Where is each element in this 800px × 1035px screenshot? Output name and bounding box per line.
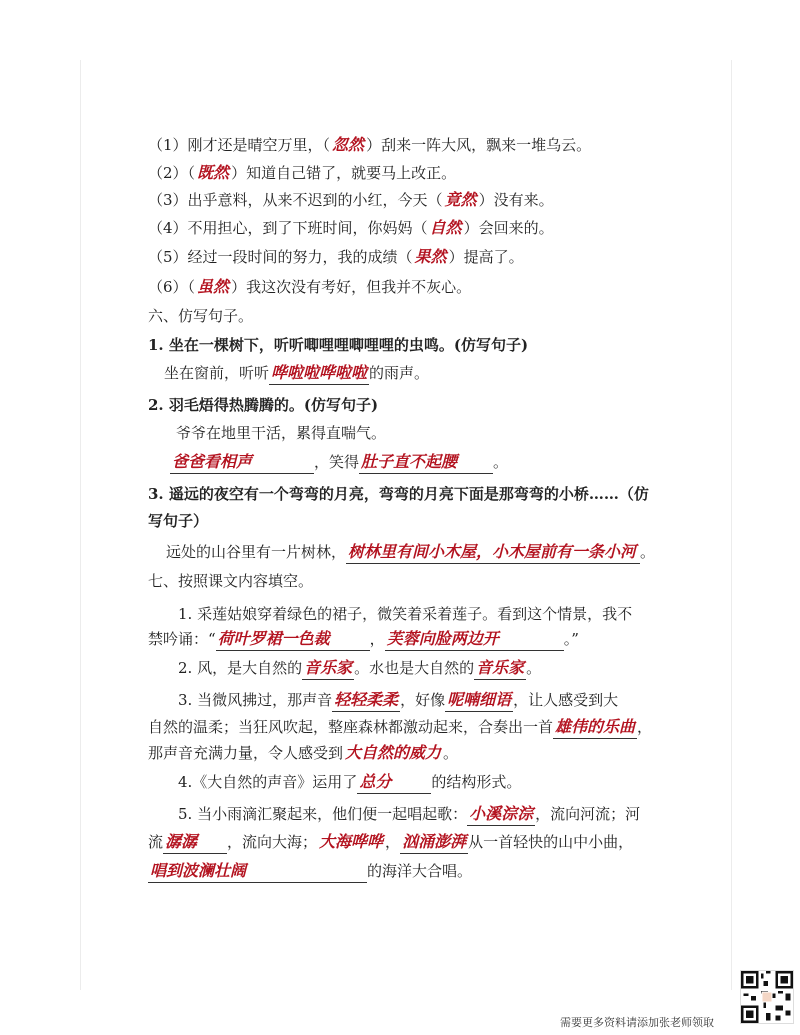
s7-q5-line-3: 唱到波澜壮阔 的海洋大合唱。 bbox=[148, 860, 472, 883]
s7-q2-answer-2: 音乐家 bbox=[474, 657, 526, 680]
s6-q1-answer-line: 坐在窗前，听听 哗啦啦哗啦啦 的雨声。 bbox=[164, 362, 429, 385]
s6-q3-prompt-2: 写句子） bbox=[148, 512, 209, 530]
s7-q3-answer-4: 大自然的威力 bbox=[345, 743, 442, 762]
s6-q3-prompt-1: 3. 遥远的夜空有一个弯弯的月亮，弯弯的月亮下面是那弯弯的小桥……（仿 bbox=[148, 485, 649, 503]
s7-q1-line-2: 禁吟诵：“ 荷叶罗裙一色裁 ， 芙蓉向脸两边开 。” bbox=[148, 628, 579, 651]
q5-line-6: （6）（ 虽然 ）我这次没有考好，但我并不灰心。 bbox=[148, 277, 472, 296]
s7-q1-answer-1: 荷叶罗裙一色裁 bbox=[216, 628, 370, 651]
q5-line-1: （1）刚才还是晴空万里，（ 忽然 ）刮来一阵大风，飘来一堆乌云。 bbox=[148, 135, 592, 154]
answer-6: 虽然 bbox=[197, 277, 230, 296]
s6-q3-answer: 树林里有间小木屋，小木屋前有一条小河 bbox=[346, 541, 640, 564]
s6-q3-answer-line: 远处的山谷里有一片树林， 树林里有间小木屋，小木屋前有一条小河 。 bbox=[166, 541, 655, 564]
s7-q2-answer-1: 音乐家 bbox=[302, 657, 354, 680]
s7-q2-line: 2. 风，是大自然的 音乐家 。水也是大自然的 音乐家 。 bbox=[178, 657, 541, 680]
answer-3: 竟然 bbox=[444, 190, 477, 209]
s6-q2-answer-line: 爸爸看相声 ，笑得 肚子直不起腰 。 bbox=[170, 451, 508, 474]
s6-q2-example: 爷爷在地里干活，累得直喘气。 bbox=[176, 424, 387, 442]
answer-2: 既然 bbox=[197, 163, 230, 182]
s7-q5-answer-4: 汹涌澎湃 bbox=[400, 831, 468, 854]
q5-line-3: （3）出乎意料，从来不迟到的小红，今天（ 竟然 ）没有来。 bbox=[148, 190, 554, 209]
s7-q4-line: 4.《大自然的声音》运用了 总分 的结构形式。 bbox=[178, 771, 521, 794]
section-6-title: 六、仿写句子。 bbox=[148, 307, 254, 325]
q5-line-4: （4）不用担心，到了下班时间，你妈妈（ 自然 ）会回来的。 bbox=[148, 218, 554, 237]
s7-q5-answer-3: 大海哗哗 bbox=[319, 832, 384, 851]
s7-q1-line-1: 1. 采莲姑娘穿着绿色的裙子，微笑着采着莲子。看到这个情景，我不 bbox=[178, 605, 633, 623]
s6-q1-answer: 哗啦啦哗啦啦 bbox=[269, 362, 369, 385]
s7-q3-line-2: 自然的温柔；当狂风吹起，整座森林都激动起来，合奏出一首 雄伟的乐曲 ， bbox=[148, 716, 652, 739]
q5-line-2: （2）（ 既然 ）知道自己错了，就要马上改正。 bbox=[148, 163, 457, 182]
s7-q4-answer: 总分 bbox=[357, 771, 431, 794]
s7-q3-answer-2: 呢喃细语 bbox=[445, 689, 513, 712]
s7-q3-line-3: 那声音充满力量，令人感受到 大自然的威力 。 bbox=[148, 743, 459, 762]
answer-4: 自然 bbox=[429, 218, 462, 237]
s7-q3-line-1: 3. 当微风拂过，那声音 轻轻柔柔 ，好像 呢喃细语 ，让人感受到大 bbox=[178, 689, 618, 712]
answer-5: 果然 bbox=[414, 247, 447, 266]
s7-q3-answer-1: 轻轻柔柔 bbox=[332, 689, 400, 712]
s7-q5-line-2: 流 潺潺 ，流向大海； 大海哗哗 ， 汹涌澎湃 从一首轻快的山中小曲， bbox=[148, 831, 633, 854]
q5-line-5: （5）经过一段时间的努力，我的成绩（ 果然 ）提高了。 bbox=[148, 247, 524, 266]
s7-q5-answer-1: 小溪淙淙 bbox=[467, 803, 535, 826]
s6-q2-prompt: 2. 羽毛焐得热腾腾的。(仿写句子) bbox=[148, 396, 379, 414]
s7-q5-line-1: 5. 当小雨滴汇聚起来，他们便一起唱起歌： 小溪淙淙 ，流向河流；河 bbox=[178, 803, 640, 826]
s7-q1-answer-2: 芙蓉向脸两边开 bbox=[385, 628, 564, 651]
answer-1: 忽然 bbox=[332, 135, 365, 154]
s6-q2-answer-2: 肚子直不起腰 bbox=[359, 451, 493, 474]
s6-q2-answer-1: 爸爸看相声 bbox=[170, 451, 314, 474]
s6-q1-prompt: 1. 坐在一棵树下，听听唧哩哩唧哩哩的虫鸣。(仿写句子) bbox=[148, 336, 529, 354]
s7-q5-answer-2: 潺潺 bbox=[163, 831, 227, 854]
s7-q3-answer-3: 雄伟的乐曲 bbox=[553, 716, 637, 739]
s7-q5-answer-5: 唱到波澜壮阔 bbox=[148, 860, 367, 883]
footer-note: 需要更多资料请添加张老师领取 bbox=[560, 1016, 714, 1029]
qr-code-image bbox=[740, 970, 794, 1024]
section-7-title: 七、按照课文内容填空。 bbox=[148, 572, 314, 590]
